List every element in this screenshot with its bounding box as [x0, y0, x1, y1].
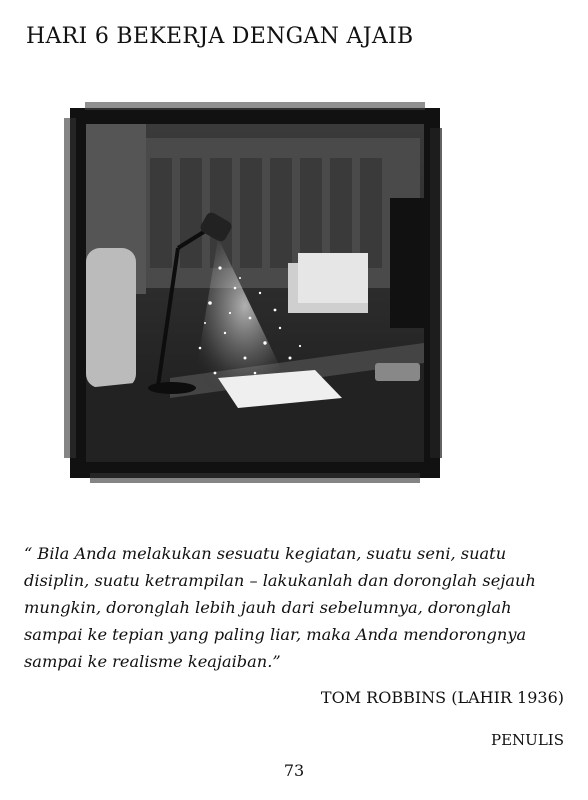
page-number: 73 — [283, 761, 305, 780]
chapter-title: HARI 6 BEKERJA DENGAN AJAIB — [26, 24, 414, 49]
desk-lamp-illustration — [50, 88, 450, 498]
quote-author: TOM ROBBINS (LAHIR 1936) — [320, 688, 564, 707]
quote-text: “ Bila Anda melakukan sesuatu kegiatan, suatu seni, suatu disiplin, suatu ketrampilan – lakukanlah dan doronglah sejauh mungkin, doronglah lebih jauh dari sebelumnya, doronglah sampai ke tepian yang paling liar, maka Anda mendorongnya sampai ke realisme keajaiban.” — [24, 544, 536, 671]
author-role: PENULIS — [491, 731, 564, 749]
desk-lamp-photo — [50, 88, 450, 498]
